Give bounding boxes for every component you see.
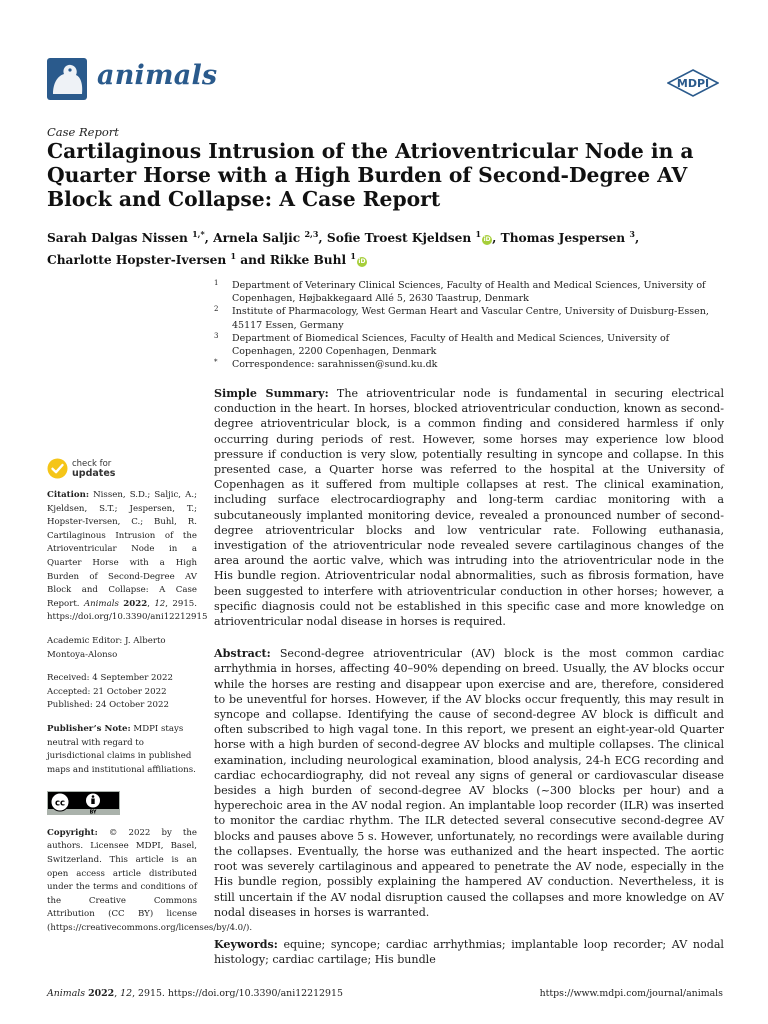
article-type: Case Report: [47, 125, 119, 139]
footer-journal-link[interactable]: https://www.mdpi.com/journal/animals: [539, 988, 723, 999]
footer-citation: Animals 2022, 12, 2915. https://doi.org/10.3390/ani12212915: [47, 988, 343, 999]
cc-by-license-icon[interactable]: [47, 791, 120, 815]
author-name[interactable]: Arnela Saljic: [213, 231, 301, 246]
simple-summary: Simple Summary: The atrioventricular node is fundamental in securing electrical conduction in the heart. In horses, blocked atrioventricular conduction, known as second-degree atrioventricular block, is a common finding and considered harmless if only occurring during periods of rest. However, some horses may experience low blood pressure if conduction is very slow, potentially resulting in syncope and collapse. In this presented case, a Quarter horse was referred to the hospital at the University of Copenhagen as it suffered from multiple collapses at rest. The clinical examination, including surface electrocardiography and long-term cardiac monitoring with a subcutaneously implanted monitoring device, revealed a pronounced number of second-degree atrioventricular blocks and low ventricular rate. Following euthanasia, investigation of the atrioventricular node revealed severe cartilaginous changes of the area around the aortic valve, which was intruding into the atrioventricular node in the His bundle region. Atrioventricular nodal abnormalities, such as fibrosis formation, have been suggested to interfere with atrioventricular conduction in other horses; however, a specific diagnosis could not be established in this specific case and more knowledge on atrioventricular nodal disease in horses is required.: [214, 387, 724, 629]
author-name[interactable]: Rikke Buhl: [269, 252, 347, 267]
article-sidebar: [47, 458, 253, 946]
journal-header: [47, 58, 723, 102]
author-name[interactable]: Sofie Troest Kjeldsen: [326, 231, 472, 246]
article-dates: Received: 4 September 2022 Accepted: 21 October 2022 Published: 24 October 2022: [47, 673, 173, 711]
journal-name: animals: [97, 60, 218, 91]
orcid-icon[interactable]: iD: [358, 257, 366, 265]
author-name[interactable]: Sarah Dalgas Nissen: [47, 231, 188, 246]
orcid-icon[interactable]: iD: [483, 236, 491, 244]
check-for-updates-button[interactable]: check for updates: [47, 458, 197, 479]
author-name[interactable]: Thomas Jespersen: [500, 231, 626, 246]
academic-editor: Academic Editor: J. Alberto Montoya-Alonso: [47, 635, 166, 660]
page-footer: [47, 988, 723, 1002]
svg-text:cc: cc: [54, 798, 66, 809]
affiliation-item: 1 Department of Veterinary Clinical Sciences, Faculty of Health and Medical Sciences, University of Copenhagen, Højbakkegaard Allé 5, 2630 Taastrup, Denmark: [214, 279, 706, 305]
svg-text:BY: BY: [89, 810, 97, 816]
article-title: Cartilaginous Intrusion of the Atrioventricular Node in a Quarter Horse with a High Burden of Second-Degree AV Block and Collapse: A Case Report: [47, 139, 694, 211]
author-name[interactable]: Charlotte Hopster-Iversen: [47, 252, 227, 267]
citation-block: Citation: Nissen, S.D.; Saljic, A.; Kjeldsen, S.T.; Jespersen, T.; Hopster-Iversen, C.; Buhl, R. Cartilaginous Intrusion of the Atrioventricular Node in a Quarter Horse with a High Burden of Second-Degree AV Block and Collapse: A Case Report. Animals 2022, 12, 2915. https://doi.org/10.3390/ani12212915: [47, 490, 208, 623]
abstract: Abstract: Second-degree atrioventricular (AV) block is the most common cardiac arrhythmia in horses, affecting 40–90% depending on breed. Usually, the AV blocks occur while the horses are resting and disappear upon exercise and are, therefore, considered to be uneventful for horses. However, if the AV blocks occur frequently, this may result in syncope and collapse. Identifying the cause of second-degree AV block is difficult and often subscribed to high vagal tone. In this report, we present an eight-year-old Quarter horse with a high burden of second-degree AV blocks and multiple collapses. The clinical examination, including neurological examination, blood analysis, 24-h ECG recording and cardiac echocardiography, did not reveal any signs of general or cardiovascular disease besides a high burden of second-degree AV blocks (~300 blocks per hour) and a hyperechoic area in the AV nodal region. An implantable loop recorder (ILR) was inserted to monitor the cardiac rhythm. The ILR detected several consecutive second-degree AV blocks and pauses above 5 s. However, unfortunately, no recordings were available during the collapses. Eventually, the horse was euthanized and the heart inspected. The aortic root was severely cartilaginous and appeared to penetrate the AV node, especially in the His bundle region, possibly explaining the hampered AV conduction. Nevertheless, it is still uncertain if the AV nodal disruption caused the collapses and more knowledge on AV nodal diseases in horses is warranted.: [214, 647, 724, 919]
mdpi-logo-icon: [667, 69, 719, 97]
journal-logo-icon: [47, 58, 87, 100]
publisher-note: Publisher’s Note: MDPI stays neutral with regard to jurisdictional claims in published maps and institutional affiliations.: [47, 723, 196, 775]
check-updates-icon: [47, 458, 68, 479]
author-affil-sup: 1,*: [192, 229, 205, 239]
affiliation-list: [214, 279, 724, 371]
copyright-notice: Copyright: © 2022 by the authors. Licensee MDPI, Basel, Switzerland. This article is an open access article distributed under the terms and conditions of the Creative Commons Attribution (CC BY) license (https://creativecommons.org/licenses/by/4.0/).: [47, 827, 253, 934]
affiliation-item: 3 Department of Biomedical Sciences, Faculty of Health and Medical Sciences, University of Copenhagen, 2200 Copenhagen, Denmark: [214, 331, 670, 358]
affiliation-item: 2 Institute of Pharmacology, West German Heart and Vascular Centre, University of Duisburg-Essen, 45117 Essen, Germany: [214, 305, 709, 331]
correspondence: * Correspondence: sarahnissen@sund.ku.dk: [214, 358, 438, 371]
article-body: [214, 386, 724, 984]
mdpi-logo-text: MDPI: [676, 77, 710, 90]
author-affil-sup: 1: [350, 250, 356, 261]
author-affil-sup: 1: [230, 250, 237, 261]
author-affil-sup: 3: [629, 229, 635, 239]
author-affil-sup: 2,3: [304, 229, 319, 239]
author-affil-sup: 1: [475, 229, 482, 239]
author-list: Sarah Dalgas Nissen $^{1,*}$, Arnela Saljic $^{2,3}$, Sofie Troest Kjeldsen $^1$iD, Thomas Jespersen $^3$, Charlotte Hopster-Iversen $^1$ and Rikke Buhl $^1$iD: [47, 229, 640, 267]
keywords: Keywords: equine; syncope; cardiac arrhythmias; implantable loop recorder; AV nodal histology; cardiac cartilage; His bundle: [214, 937, 724, 967]
